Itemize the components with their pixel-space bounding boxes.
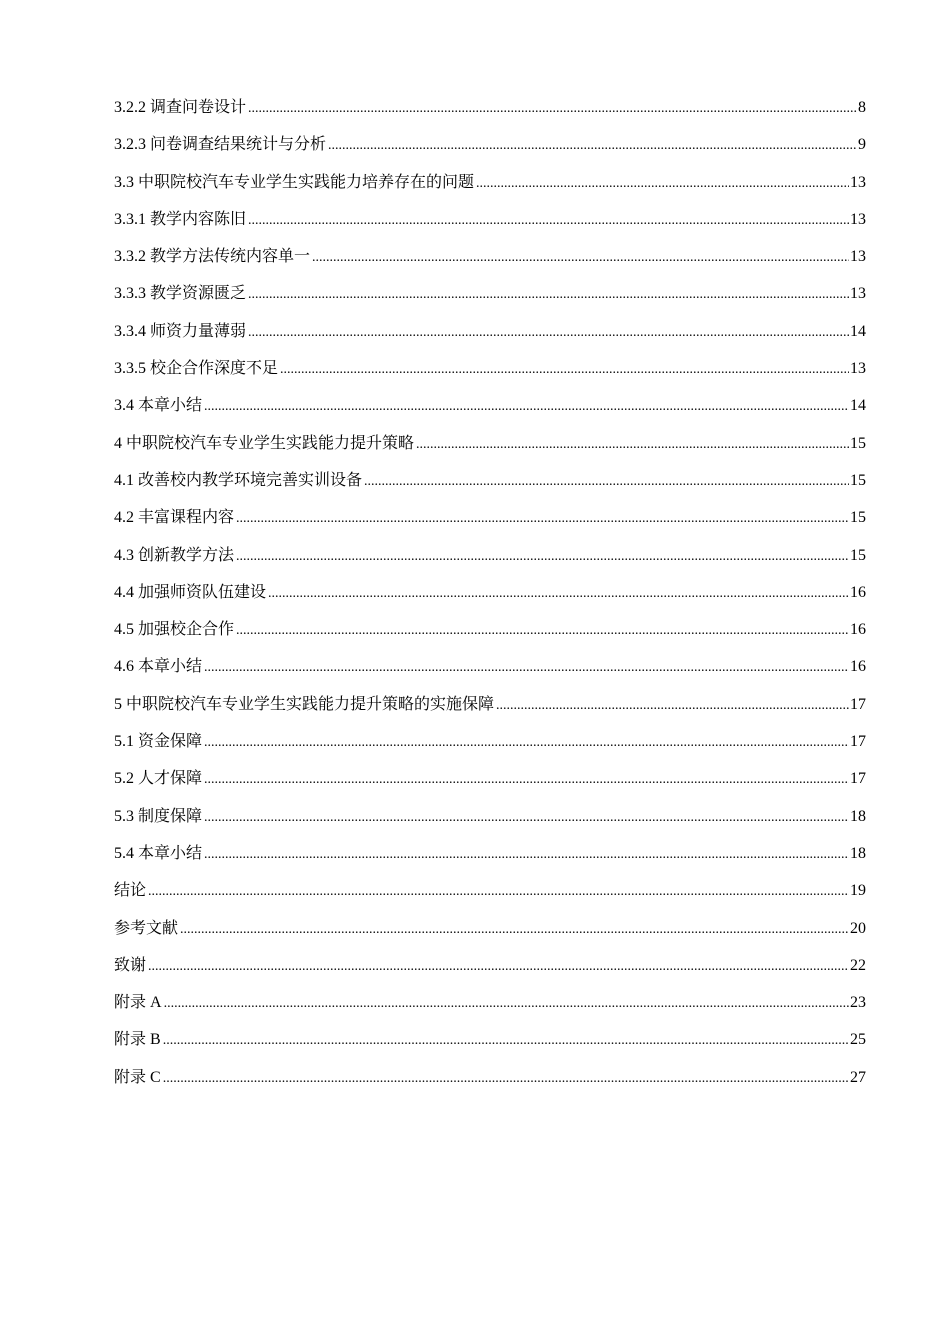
toc-entry-title: 3.3.5 校企合作深度不足	[114, 360, 279, 378]
toc-entry-page: 22	[850, 956, 866, 974]
toc-entry[interactable]	[114, 1021, 866, 1058]
toc-entry-page: 13	[850, 173, 866, 191]
toc-entry-page: 14	[850, 397, 866, 415]
toc-entry-page: 23	[850, 994, 866, 1012]
toc-entry-page: 13	[850, 210, 866, 228]
toc-entry-page: 17	[850, 733, 866, 751]
toc-entry-page: 17	[850, 770, 866, 788]
toc-entry-title: 4.4 加强师资队伍建设	[114, 583, 267, 601]
toc-dot-leader	[364, 462, 849, 500]
toc-entry-title: 3.3.2 教学方法传统内容单一	[114, 248, 311, 266]
toc-entry[interactable]	[114, 835, 866, 872]
toc-entry-page: 8	[858, 99, 866, 116]
toc-dot-leader	[496, 686, 849, 724]
toc-entry[interactable]	[114, 238, 866, 275]
toc-entry[interactable]	[114, 313, 866, 350]
toc-entry-title: 5.2 人才保障	[114, 770, 203, 788]
toc-entry[interactable]	[114, 462, 866, 499]
toc-dot-leader	[416, 425, 849, 463]
toc-dot-leader	[248, 313, 849, 351]
toc-entry-page: 15	[850, 434, 866, 452]
table-of-contents	[114, 89, 866, 1096]
toc-entry-title: 5.4 本章小结	[114, 844, 203, 862]
toc-entry-page: 9	[858, 136, 866, 154]
toc-entry[interactable]	[114, 910, 866, 947]
toc-dot-leader	[268, 574, 849, 612]
toc-entry-title: 5 中职院校汽车专业学生实践能力提升策略的实施保障	[114, 695, 495, 713]
toc-dot-leader	[248, 89, 857, 127]
toc-entry[interactable]	[114, 984, 866, 1021]
toc-entry-title: 4.5 加强校企合作	[114, 621, 235, 639]
toc-entry-page: 19	[850, 882, 866, 900]
toc-entry[interactable]	[114, 425, 866, 462]
toc-entry[interactable]	[114, 1059, 866, 1096]
toc-dot-leader	[148, 872, 849, 910]
toc-entry[interactable]	[114, 499, 866, 536]
toc-dot-leader	[204, 648, 849, 686]
toc-entry-page: 15	[850, 471, 866, 489]
toc-entry-page: 15	[850, 509, 866, 527]
toc-dot-leader	[236, 499, 849, 537]
toc-dot-leader	[236, 611, 849, 649]
toc-entry[interactable]	[114, 611, 866, 648]
toc-entry-page: 17	[850, 695, 866, 713]
toc-entry[interactable]	[114, 201, 866, 238]
toc-dot-leader	[328, 126, 857, 164]
toc-entry-page: 18	[850, 844, 866, 862]
toc-entry-title: 3.4 本章小结	[114, 397, 203, 415]
toc-entry[interactable]	[114, 164, 866, 201]
toc-entry-title: 3.3 中职院校汽车专业学生实践能力培养存在的问题	[114, 173, 475, 191]
toc-entry[interactable]	[114, 686, 866, 723]
toc-entry[interactable]	[114, 350, 866, 387]
toc-entry-title: 4.3 创新教学方法	[114, 546, 235, 564]
toc-entry-title: 4 中职院校汽车专业学生实践能力提升策略	[114, 434, 415, 452]
toc-entry-title: 4.2 丰富课程内容	[114, 509, 235, 527]
toc-entry-title: 附录 A	[114, 994, 162, 1012]
toc-entry-title: 3.3.3 教学资源匮乏	[114, 285, 247, 303]
toc-dot-leader	[236, 537, 849, 575]
toc-dot-leader	[163, 1021, 849, 1059]
toc-entry-page: 14	[850, 322, 866, 340]
toc-dot-leader	[204, 798, 849, 836]
toc-dot-leader	[204, 387, 849, 425]
toc-entry-page: 16	[850, 621, 866, 639]
toc-dot-leader	[148, 947, 849, 985]
toc-dot-leader	[204, 723, 849, 761]
toc-entry[interactable]	[114, 275, 866, 312]
toc-entry-title: 5.3 制度保障	[114, 807, 203, 825]
toc-entry-page: 25	[850, 1031, 866, 1049]
toc-entry[interactable]	[114, 723, 866, 760]
toc-entry[interactable]	[114, 537, 866, 574]
toc-dot-leader	[180, 910, 849, 948]
toc-dot-leader	[204, 760, 849, 798]
toc-entry[interactable]	[114, 387, 866, 424]
toc-entry-page: 27	[850, 1068, 866, 1086]
toc-entry-title: 附录 B	[114, 1031, 161, 1049]
toc-entry-title: 4.6 本章小结	[114, 658, 203, 676]
toc-entry-title: 3.3.4 师资力量薄弱	[114, 322, 247, 340]
toc-entry-page: 13	[850, 285, 866, 303]
toc-entry-page: 13	[850, 360, 866, 378]
toc-entry[interactable]	[114, 872, 866, 909]
toc-entry-title: 4.1 改善校内教学环境完善实训设备	[114, 471, 363, 489]
toc-entry-page: 20	[850, 919, 866, 937]
toc-entry-page: 16	[850, 658, 866, 676]
toc-entry-title: 参考文献	[114, 919, 179, 937]
toc-entry-page: 13	[850, 248, 866, 266]
toc-entry[interactable]	[114, 126, 866, 163]
toc-dot-leader	[312, 238, 849, 276]
toc-entry-page: 16	[850, 583, 866, 601]
toc-entry-title: 结论	[114, 882, 147, 900]
toc-entry-title: 3.2.3 问卷调查结果统计与分析	[114, 136, 327, 154]
toc-entry-title: 致谢	[114, 956, 147, 974]
toc-entry[interactable]	[114, 947, 866, 984]
toc-entry-title: 5.1 资金保障	[114, 733, 203, 751]
toc-dot-leader	[164, 984, 849, 1022]
toc-entry-page: 18	[850, 807, 866, 825]
toc-dot-leader	[248, 275, 849, 313]
toc-dot-leader	[280, 350, 849, 388]
toc-entry[interactable]	[114, 574, 866, 611]
toc-dot-leader	[476, 164, 849, 202]
toc-dot-leader	[163, 1059, 849, 1097]
toc-dot-leader	[248, 201, 849, 239]
toc-entry[interactable]	[114, 89, 866, 126]
toc-entry[interactable]	[114, 798, 866, 835]
toc-entry[interactable]	[114, 760, 866, 797]
toc-entry-page: 15	[850, 546, 866, 564]
toc-dot-leader	[204, 835, 849, 873]
toc-entry-title: 3.3.1 教学内容陈旧	[114, 210, 247, 228]
toc-entry-title: 3.2.2 调查问卷设计	[114, 99, 247, 116]
toc-entry[interactable]	[114, 648, 866, 685]
toc-entry-title: 附录 C	[114, 1068, 161, 1086]
